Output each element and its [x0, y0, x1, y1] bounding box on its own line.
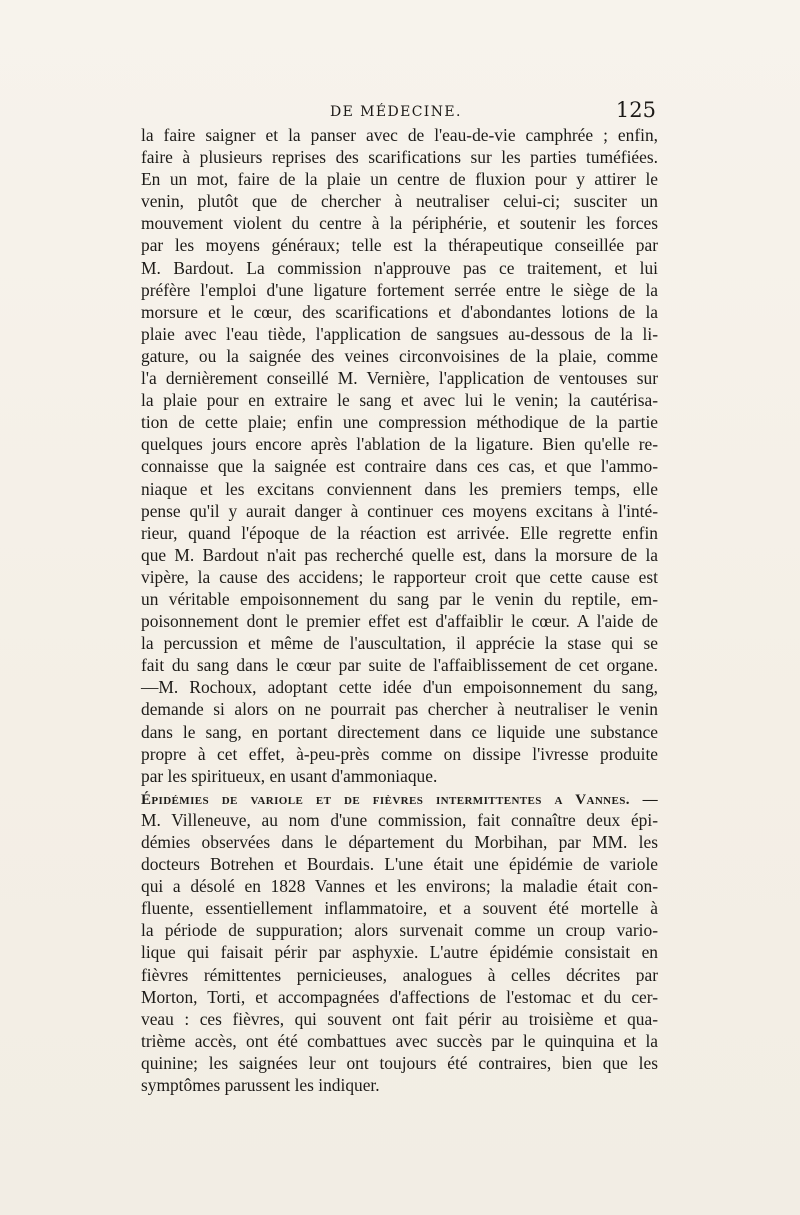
text-line: lique qui faisait périr par asphyxie. L'autre épidémie consistait en [141, 942, 658, 963]
text-line: Morton, Torti, et accompagnées d'affections de l'estomac et du cer- [141, 986, 658, 1007]
text-line: connaisse que la saignée est contraire dans ces cas, et que l'ammo- [141, 456, 658, 477]
text-line: qui a désolé en 1828 Vannes et les environs; la maladie était con- [141, 876, 658, 897]
text-line: faire à plusieurs reprises des scarifications sur les parties tuméfiées. [141, 147, 658, 168]
text-line: dans le sang, en portant directement dans ce liquide une substance [141, 721, 658, 742]
section-heading: Épidémies de variole et de fièvres intermittentes a Vannes. — [141, 791, 658, 808]
body-text [141, 124, 658, 1096]
text-line: fièvres rémittentes pernicieuses, analogues à celles décrites par [141, 964, 658, 985]
text-line: plaie avec l'eau tiède, l'application de sangsues au-dessous de la li- [141, 323, 658, 344]
text-line: la période de suppuration; alors survenait comme un croup vario- [141, 920, 658, 941]
text-line: l'a dernièrement conseillé M. Vernière, l'application de ventouses sur [141, 368, 658, 389]
text-line: rieur, quand l'époque de la réaction est arrivée. Elle regrette enfin [141, 522, 658, 543]
page-number: 125 [615, 98, 656, 122]
text-line: M. Bardout. La commission n'approuve pas ce traitement, et lui [141, 257, 658, 278]
text-line: fluente, essentiellement inflammatoire, et a souvent été mortelle à [141, 898, 658, 919]
text-line: préfère l'emploi d'une ligature fortement serrée entre le siège de la [141, 279, 658, 300]
paragraph-epidemics [141, 787, 658, 1096]
text-line: En un mot, faire de la plaie un centre de fluxion pour y attirer le [141, 169, 658, 190]
text-line: la plaie pour en extraire le sang et avec lui le venin; la cautérisa- [141, 390, 658, 411]
text-line: quelques jours encore après l'ablation de la ligature. Bien qu'elle re- [141, 434, 658, 455]
text-line: tion de cette plaie; enfin une compression méthodique de la partie [141, 412, 658, 433]
paragraph-treatment [141, 124, 658, 787]
text-line: la percussion et même de l'auscultation, il apprécie la stase qui se [141, 633, 658, 654]
text-line: poisonnement dont le premier effet est d'affaiblir le cœur. A l'aide de [141, 611, 658, 632]
text-line: veau : ces fièvres, qui souvent ont fait périr au troisième et qua- [141, 1008, 658, 1029]
text-line: trième accès, ont été combattues avec succès par le quinquina et la [141, 1030, 658, 1051]
text-line: que M. Bardout n'ait pas recherché quelle est, dans la morsure de la [141, 544, 658, 565]
text-line: quinine; les saignées leur ont toujours été contraires, bien que les [141, 1052, 658, 1073]
text-line: un véritable empoisonnement du sang par le venin du reptile, em- [141, 588, 658, 609]
text-line: la faire saigner et la panser avec de l'eau-de-vie camphrée ; enfin, [141, 125, 658, 145]
text-line: gature, ou la saignée des veines circonvoisines de la plaie, comme [141, 345, 658, 366]
text-line: pense qu'il y aurait danger à continuer ces moyens excitans à l'inté- [141, 500, 658, 521]
text-line: M. Villeneuve, au nom d'une commission, fait connaître deux épi- [141, 809, 658, 830]
running-head: DE MÉDECINE. [330, 104, 462, 120]
section-heading-line [141, 787, 658, 809]
text-line: mouvement violent du centre à la périphérie, et soutenir les forces [141, 213, 658, 234]
text-line: fait du sang dans le cœur par suite de l'affaiblissement de cet organe. [141, 655, 658, 676]
text-line: par les spiritueux, en usant d'ammoniaque. [141, 765, 438, 786]
text-line: vipère, la cause des accidens; le rapporteur croit que cette cause est [141, 566, 658, 587]
text-line: démies observées dans le département du Morbihan, par MM. les [141, 832, 658, 852]
text-line: propre à cet effet, à-peu-près comme on dissipe l'ivresse produite [141, 743, 658, 764]
text-line: niaque et les excitans conviennent dans les premiers temps, elle [141, 478, 658, 499]
text-line: —M. Rochoux, adoptant cette idée d'un empoisonnement du sang, [141, 677, 658, 698]
text-line: demande si alors on ne pourrait pas chercher à neutraliser le venin [141, 699, 658, 720]
text-line: morsure et le cœur, des scarifications et d'abondantes lotions de la [141, 301, 658, 322]
text-line: venin, plutôt que de chercher à neutraliser celui-ci; susciter un [141, 191, 658, 212]
text-line: symptômes parussent les indiquer. [141, 1075, 380, 1096]
text-line: par les moyens généraux; telle est la thérapeutique conseillée par [141, 235, 658, 256]
page-header [140, 100, 658, 124]
text-line: docteurs Botrehen et Bourdais. L'une était une épidémie de variole [141, 854, 658, 875]
